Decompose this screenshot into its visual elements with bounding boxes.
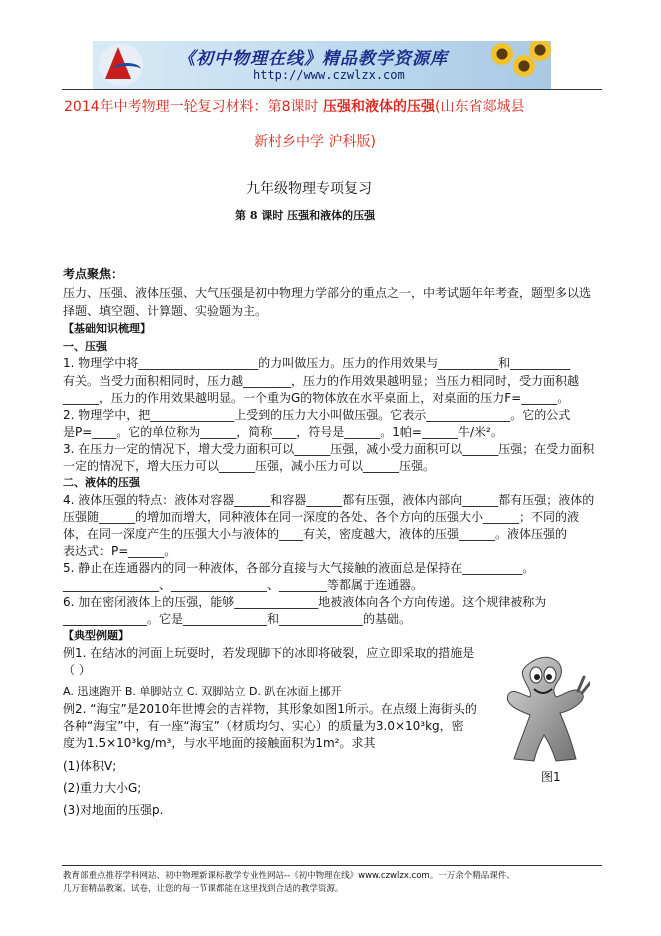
sunflower-icon (513, 55, 535, 77)
doc-heading-line2: 新村乡中学 沪科版) (254, 134, 376, 150)
footer-rule (62, 865, 602, 866)
answer-options: A. 迅速跑开 B. 单脚站立 C. 双脚站立 D. 趴在冰面上挪开 (63, 685, 342, 698)
body-line: 1. 物理学中将____________________的力叫做压力。压力的作用效果与__________和__________ (63, 356, 571, 370)
footer-line-2: 几万套精品教案、试卷，让您的每一节课都能在这里找到合适的教学资源。 (63, 884, 344, 894)
section-heading: 【典型例题】 (63, 629, 129, 642)
body-line: 有关。当受力面积相同时，压力越________，压力的作用效果越明显；当压力相同时，受力面积越 (63, 374, 580, 388)
body-line: 各种“海宝”中，有一座“海宝”（材质均匀、实心）的质量为3.0×10³kg，密 (63, 719, 464, 733)
body-line: 5. 静止在连通器内的同一种液体，各部分直接与大气接触的液面总是保持在__________。 (63, 561, 535, 575)
header-rule (62, 89, 602, 90)
body-line: 4. 液体压强的特点：液体对容器______和容器______都有压强，液体内部向______都有压强；液体的 (63, 493, 595, 507)
body-line: 体，在同一深度产生的压强大小与液体的____有关，密度越大，液体的压强______。液体压强的 (63, 527, 568, 541)
haibao-mascot-figure (500, 655, 590, 765)
body-line: ________________、________________、________等都属于连通器。 (63, 578, 424, 592)
figure-caption: 图1 (541, 770, 561, 784)
body-line: 例1. 在结冰的河面上玩耍时，若发现脚下的冰即将破裂，应立即采取的措施是 (63, 646, 475, 660)
body-line: (3)对地面的压强p. (63, 803, 164, 817)
body-line: 择题、填空题、计算题、实验题为主。 (63, 304, 268, 318)
body-line: 考点聚焦： (63, 267, 124, 281)
doc-heading-line1 (64, 96, 524, 116)
footer-line-1: 教育部重点推荐学科网站、初中物理新课标教学专业性网站--《初中物理在线》www.czwlzx.com。一万余个精品课件、 (63, 871, 515, 881)
heading-prefix: 2014年中考物理一轮复习材料：第8课时 (64, 99, 319, 115)
section-heading: 一、压强 (63, 340, 107, 353)
body-line: ______，压力的作用效果越明显。一个重为G的物体放在水平桌面上，对桌面的压力F=______。 (63, 391, 570, 405)
sunflower-icon (529, 41, 551, 61)
banner-title: 《初中物理在线》精品教学资源库 (178, 49, 448, 69)
body-line: 3. 在压力一定的情况下，增大受力面积可以______压强，减小受力面积可以______压强；在受力面积 (63, 442, 595, 456)
body-line: 压强随______的增加而增大，同种液体在同一深度的各处、各个方向的压强大小______；不同的液 (63, 510, 580, 524)
body-line: 压力、压强、液体压强、大气压强是初中物理力学部分的重点之一，中考试题年年考查，题型多以选 (63, 286, 592, 300)
doc-subtitle: 九年级物理专项复习 (246, 181, 372, 197)
body-line: （ ） (63, 663, 91, 677)
body-line: 度为1.5×10³kg/m³，与水平地面的接触面积为1m²。求其 (63, 736, 376, 750)
body-line: 2. 物理学中，把______________上受到的压力大小叫做压强。它表示______________。它的公式 (63, 408, 571, 422)
heading-topic: 压强和液体的压强 (323, 99, 435, 115)
section-heading: 二、液体的压强 (63, 476, 140, 489)
body-line: 6. 加在密闭液体上的压强，能够______________地被液体向各个方向传递。这个规律被称为 (63, 595, 547, 609)
header-banner (93, 41, 551, 89)
logo-swoosh (113, 63, 141, 76)
lesson-title: 第 8 课时 压强和液体的压强 (235, 209, 376, 222)
sunflower-icon (491, 43, 513, 65)
banner-url: http://www.czwlzx.com (253, 68, 405, 82)
heading-suffix: (山东省郯城县 (435, 99, 525, 115)
body-line: 是P=____。它的单位称为______，简称____，符号是______。1帕=______牛/米²。 (63, 425, 503, 439)
body-line: 表达式：P=______。 (63, 544, 177, 558)
body-line: 例2. “海宝”是2010年世博会的吉祥物，其形象如图1所示。在点缀上海街头的 (63, 702, 477, 716)
body-line: (2)重力大小G; (63, 781, 142, 795)
body-line: 一定的情况下，增大压力可以______压强，减小压力可以______压强。 (63, 459, 436, 473)
body-line: (1)体积V; (63, 759, 117, 773)
body-line: ______________。它是______________和______________的基础。 (63, 612, 412, 626)
section-heading: 【基础知识梳理】 (63, 322, 151, 335)
